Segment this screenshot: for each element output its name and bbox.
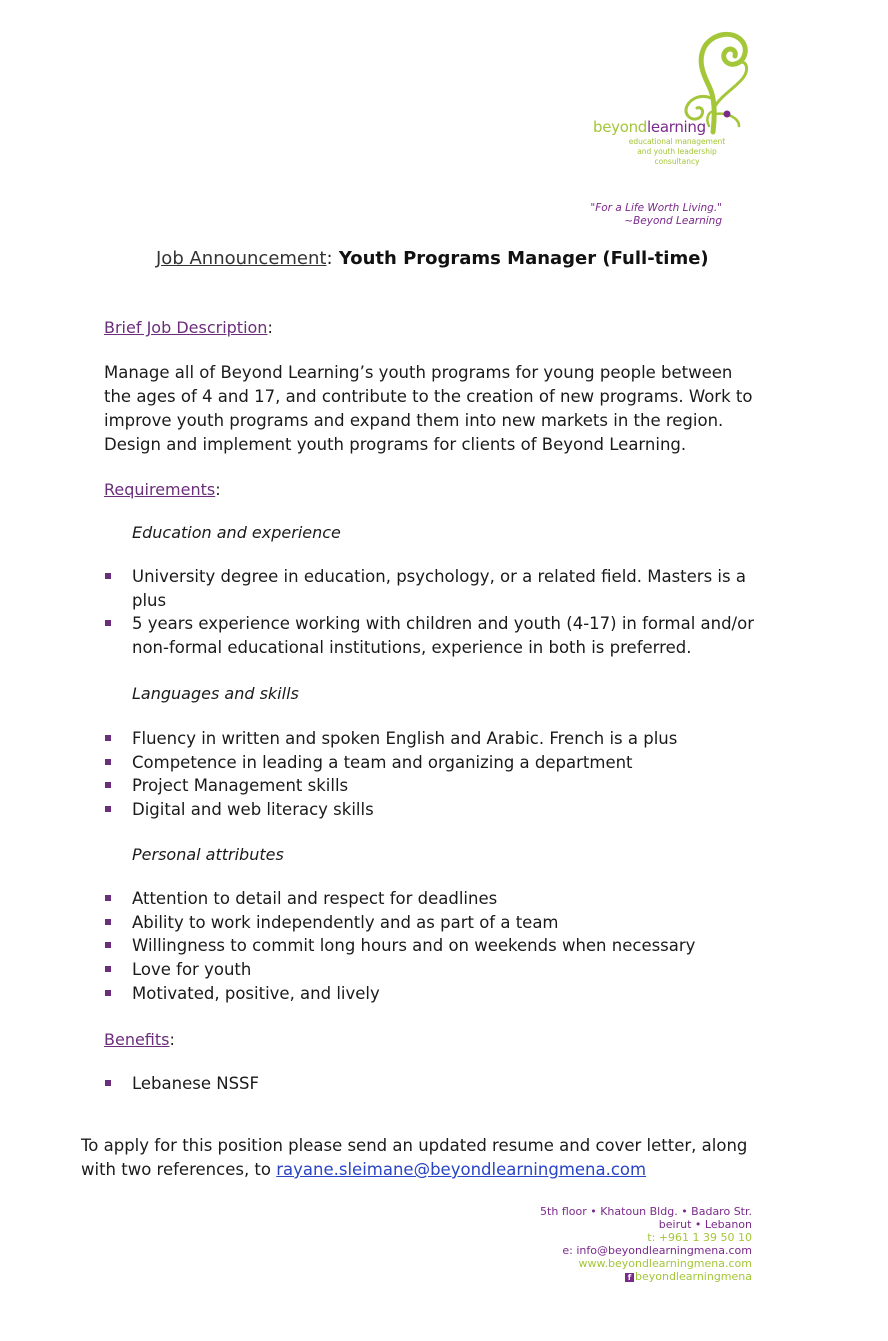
tagline xyxy=(560,202,722,228)
languages-list xyxy=(104,727,754,822)
subheading-education: Education and experience xyxy=(132,523,341,542)
list-item: Digital and web literacy skills xyxy=(104,798,754,822)
facebook-handle: beyondlearningmena xyxy=(634,1270,752,1283)
heading-colon: : xyxy=(267,318,273,337)
job-title: Youth Programs Manager (Full-time) xyxy=(332,248,709,269)
benefits-heading: Benefits xyxy=(104,1030,170,1049)
list-item: Ability to work independently and as part of a team xyxy=(104,911,754,935)
list-item: Fluency in written and spoken English and Arabic. French is a plus xyxy=(104,727,754,751)
logo-wordmark xyxy=(593,118,706,136)
list-item: Motivated, positive, and lively xyxy=(104,982,754,1006)
tagline-quote: "For a Life Worth Living." xyxy=(590,202,722,214)
logo-subtitle-line: educational management xyxy=(628,137,726,146)
brief-description: Manage all of Beyond Learning’s youth programs for young people between the ages of 4 and 17, and contribute to the creation of new programs. Work to improve youth programs and expand them into new markets in the region. Design and implement youth programs for clients of Beyond Learning. xyxy=(104,363,753,454)
logo-subtitle-line: consultancy xyxy=(654,157,700,166)
list-item: Competence in leading a team and organizing a department xyxy=(104,751,754,775)
contact-phone: t: +961 1 39 50 10 xyxy=(647,1231,752,1244)
brief-heading: Brief Job Description xyxy=(104,318,268,337)
list-item: Lebanese NSSF xyxy=(104,1072,754,1096)
heading-colon: : xyxy=(215,480,221,499)
facebook-icon: f xyxy=(625,1273,634,1282)
subheading-personal: Personal attributes xyxy=(132,845,284,864)
contact-footer xyxy=(520,1205,752,1283)
education-list xyxy=(104,565,754,660)
requirements-heading: Requirements xyxy=(104,480,216,499)
section-heading-benefits xyxy=(104,1030,175,1049)
section-heading-requirements xyxy=(104,480,221,499)
logo-word-learning: learning xyxy=(647,118,706,136)
section-heading-brief xyxy=(104,318,273,337)
contact-facebook xyxy=(520,1270,752,1283)
benefits-list xyxy=(104,1072,754,1096)
personal-list xyxy=(104,887,754,1006)
page-title xyxy=(156,248,709,269)
logo-word-beyond: beyond xyxy=(593,118,648,136)
title-label: Job Announcement xyxy=(156,248,327,269)
apply-instructions xyxy=(81,1134,781,1182)
contact-email: e: info@beyondlearningmena.com xyxy=(562,1244,752,1257)
contact-address: 5th floor • Khatoun Bldg. • Badaro Str. xyxy=(540,1205,752,1218)
list-item: Love for youth xyxy=(104,958,754,982)
subheading-languages: Languages and skills xyxy=(132,684,299,703)
heading-colon: : xyxy=(169,1030,175,1049)
title-separator: : xyxy=(326,248,333,269)
company-logo xyxy=(585,26,765,176)
apply-text: To apply for this position please send an updated resume and cover letter, along with two references, to xyxy=(81,1136,748,1179)
list-item: Attention to detail and respect for deadlines xyxy=(104,887,754,911)
tagline-author: ~Beyond Learning xyxy=(624,215,722,227)
list-item: University degree in education, psychology, or a related field. Masters is a plus xyxy=(104,565,754,612)
logo-subtitle xyxy=(617,137,737,167)
list-item: Project Management skills xyxy=(104,774,754,798)
list-item: Willingness to commit long hours and on weekends when necessary xyxy=(104,934,754,958)
apply-email-link[interactable]: rayane.sleimane@beyondlearningmena.com xyxy=(276,1160,647,1179)
logo-subtitle-line: and youth leadership xyxy=(637,147,717,156)
list-item: 5 years experience working with children and youth (4-17) in formal and/or non-formal educational institutions, experience in both is preferred. xyxy=(104,612,754,659)
contact-city: beirut • Lebanon xyxy=(658,1218,752,1231)
contact-website: www.beyondlearningmena.com xyxy=(578,1257,752,1270)
